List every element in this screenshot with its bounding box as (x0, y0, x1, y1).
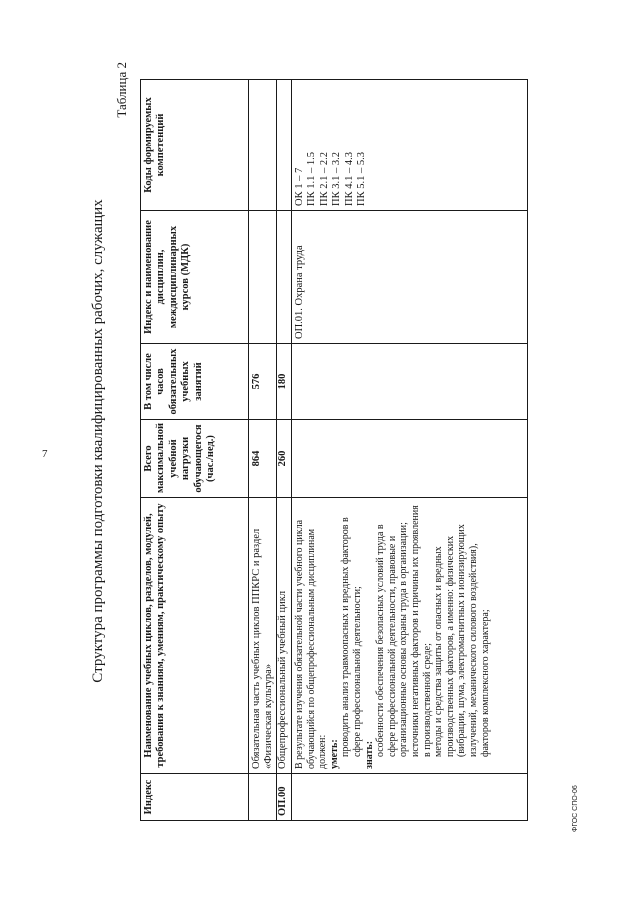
header-index: Индекс (143, 779, 154, 815)
op-cycle-index: ОП.00 (277, 786, 288, 816)
op-cycle-total: 260 (277, 420, 292, 498)
header-discipline: Индекс и наименование дисциплин, междисциплинарных курсов (МДК) (141, 211, 248, 344)
znat-item: методы и средства защиты от опасных и вредных производственных факторов, а именно: физических (вибрации, шума, электромагнитных и ионизирующих излучений, механического силового воздействия), факторов комплексного характера; (433, 524, 491, 757)
header-total: Всего максимальной учебной нагрузки обучающегося (час./нед.) (141, 420, 248, 498)
umet-label: уметь: (328, 739, 340, 769)
op-cycle-name: Общепрофессиональный учебный цикл (277, 498, 292, 774)
op-cycle-row (276, 80, 292, 820)
rotated-page-content (90, 56, 560, 826)
footer-code: ФГОС СПО-06 (572, 785, 579, 832)
competence-code: ПК 5.1 – 5.3 (355, 152, 367, 206)
discipline-cell: ОП.01. Охрана труда (292, 211, 528, 344)
competences-cell (292, 80, 528, 211)
table-header-row (141, 80, 248, 820)
competence-code: ПК 3.1 – 3.2 (331, 152, 343, 206)
table-label: Таблица 2 (114, 62, 129, 118)
op-content-row (291, 80, 528, 820)
mandatory-part-row (248, 80, 277, 820)
competence-code: ПК 2.1 – 2.2 (318, 152, 330, 206)
competence-code: ПК 1.1 – 1.5 (306, 152, 318, 206)
umet-text: проводить анализ травмоопасных и вредных факторов в сфере профессиональной деятельности; (340, 517, 363, 757)
header-competences: Коды формируемых компетенций (141, 80, 248, 211)
header-name: Наименование учебных циклов, разделов, модулей, требования к знаниям, умениям, практическому опыту (141, 498, 248, 774)
op-cycle-hours: 180 (277, 344, 292, 420)
mandatory-part-name: Обязательная часть учебных циклов ППКРС и раздел «Физическая культура» (249, 498, 277, 774)
page-number: 7 (42, 448, 48, 460)
mandatory-part-hours: 576 (249, 344, 277, 420)
mandatory-part-total: 864 (249, 420, 277, 498)
document-title: Структура программы подготовки квалифицированных рабочих, служащих (90, 199, 106, 683)
znat-label: знать: (363, 740, 375, 769)
requirements-cell (292, 498, 528, 774)
header-mandatory: В том числе часов обязательных учебных занятий (141, 344, 248, 420)
znat-item: источники негативных факторов и причины их проявления в производственной среде; (409, 505, 433, 757)
competence-code: ОК 1 – 7 (294, 167, 305, 206)
competence-code: ПК 4.1 – 4.3 (343, 152, 355, 206)
structure-table (140, 79, 528, 821)
requirements-intro: В результате изучения обязательной части учебного цикла обучающийся по общепрофессиональным дисциплинам должен: (294, 519, 329, 769)
znat-item: особенности обеспечения безопасных условий труда в сфере профессиональной деятельности, правовые и организационные основы охраны труда в организации; (375, 522, 410, 757)
